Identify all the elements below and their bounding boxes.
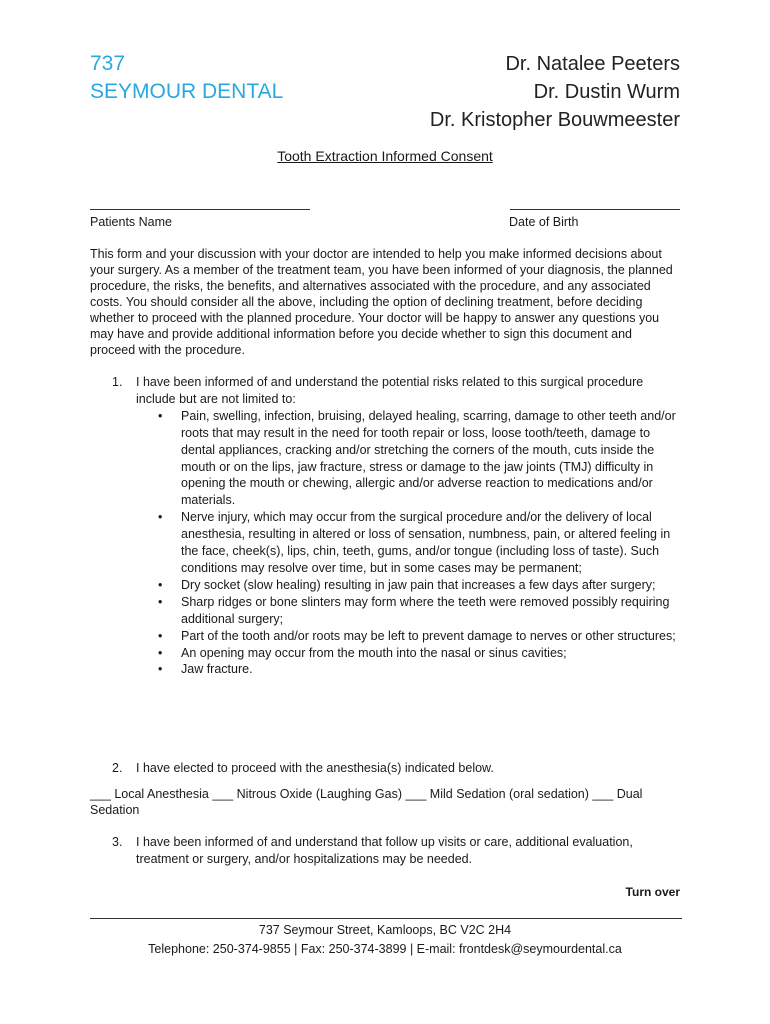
bullet-icon: • [158, 594, 163, 609]
patient-name-label: Patients Name [90, 215, 172, 229]
bullet-icon: • [158, 408, 163, 423]
bullet-icon: • [158, 510, 163, 525]
document-title: Tooth Extraction Informed Consent [277, 148, 493, 164]
doctor-name: Dr. Natalee Peeters [505, 53, 680, 75]
logo-name: SEYMOUR DENTAL [90, 80, 284, 103]
list-item: • Sharp ridges or bone slinters may form where the teeth were removed possibly requiring additional surgery; [158, 594, 670, 626]
consent-item-1 [90, 374, 680, 678]
footer-divider [90, 918, 682, 919]
list-item: • Dry socket (slow healing) resulting in jaw pain that increases a few days after surgery; [158, 577, 656, 592]
turn-over-note: Turn over [625, 885, 680, 899]
logo-number: 737 [90, 52, 126, 75]
consent-item-2 [90, 760, 680, 777]
footer-contact: Telephone: 250-374-9855 | Fax: 250-374-3899 | E-mail: frontdesk@seymourdental.ca [148, 942, 622, 956]
list-item: • Nerve injury, which may occur from the surgical procedure and/or the delivery of local anesthesia, resulting in altered or loss of sensation, numbness, pain, or altered feeling in the face, cheek(s), lips, chin, teeth, gums, and/or tongue (including loss of taste). Such conditions may resolve over time, but in some cases may be permanent; [158, 510, 671, 575]
footer-address: 737 Seymour Street, Kamloops, BC V2C 2H4 [258, 923, 512, 937]
item-number: 2. [112, 761, 123, 775]
list-item: • Part of the tooth and/or roots may be left to prevent damage to nerves or other structures; [158, 628, 676, 643]
item-number: 3. [112, 835, 123, 849]
date-of-birth-line[interactable] [510, 208, 680, 210]
risk-list [136, 408, 680, 679]
bullet-icon: • [158, 628, 163, 643]
doctor-name: Dr. Kristopher Bouwmeester [429, 109, 680, 131]
item-text: I have been informed of and understand that follow up visits or care, additional evaluation, treatment or surgery, and/or hospitalizations may be needed. [136, 835, 633, 866]
item-text: I have been informed of and understand the potential risks related to this surgical procedure include but are not limited to: [136, 375, 644, 406]
item-number: 1. [112, 375, 123, 389]
consent-item-3 [90, 834, 680, 868]
anesthesia-options[interactable]: ___ Local Anesthesia ___ Nitrous Oxide (Laughing Gas) ___ Mild Sedation (oral sedation) ___ Dual Sedation [90, 787, 643, 817]
list-item: • Jaw fracture. [158, 662, 253, 677]
list-item: • Pain, swelling, infection, bruising, delayed healing, scarring, damage to other teeth and/or roots that may result in the need for tooth repair or loss, loose tooth/teeth, damage to dental appliances, cracking and/or stretching the corners of the mouth, cuts inside the mouth or on the lips, jaw fracture, stress or damage to the jaw joints (TMJ) difficulty in opening the mouth or chewing, allergic and/or adverse reaction to medications and/or materials. [158, 408, 676, 508]
intro-paragraph: This form and your discussion with your doctor are intended to help you make informed decisions about your surgery. As a member of the treatment team, you have been informed of your diagnosis, the planned procedure, the risks, the benefits, and alternatives associated with the procedure, and any associated costs. You should consider all the above, including the option of declining treatment, before deciding whether to proceed with the planned procedure. Your doctor will be happy to answer any questions you may have and provide additional information before you decide whether to sign this document and proceed with the procedure. [90, 247, 673, 357]
clinic-logo [90, 50, 283, 106]
item-text: I have elected to proceed with the anesthesia(s) indicated below. [136, 761, 494, 775]
list-item: • An opening may occur from the mouth into the nasal or sinus cavities; [158, 645, 567, 660]
bullet-icon: • [158, 662, 163, 677]
bullet-icon: • [158, 577, 163, 592]
doctor-list [430, 50, 680, 134]
patient-name-line[interactable] [90, 208, 310, 210]
doctor-name: Dr. Dustin Wurm [533, 81, 680, 103]
date-of-birth-label: Date of Birth [509, 215, 579, 229]
bullet-icon: • [158, 645, 163, 660]
